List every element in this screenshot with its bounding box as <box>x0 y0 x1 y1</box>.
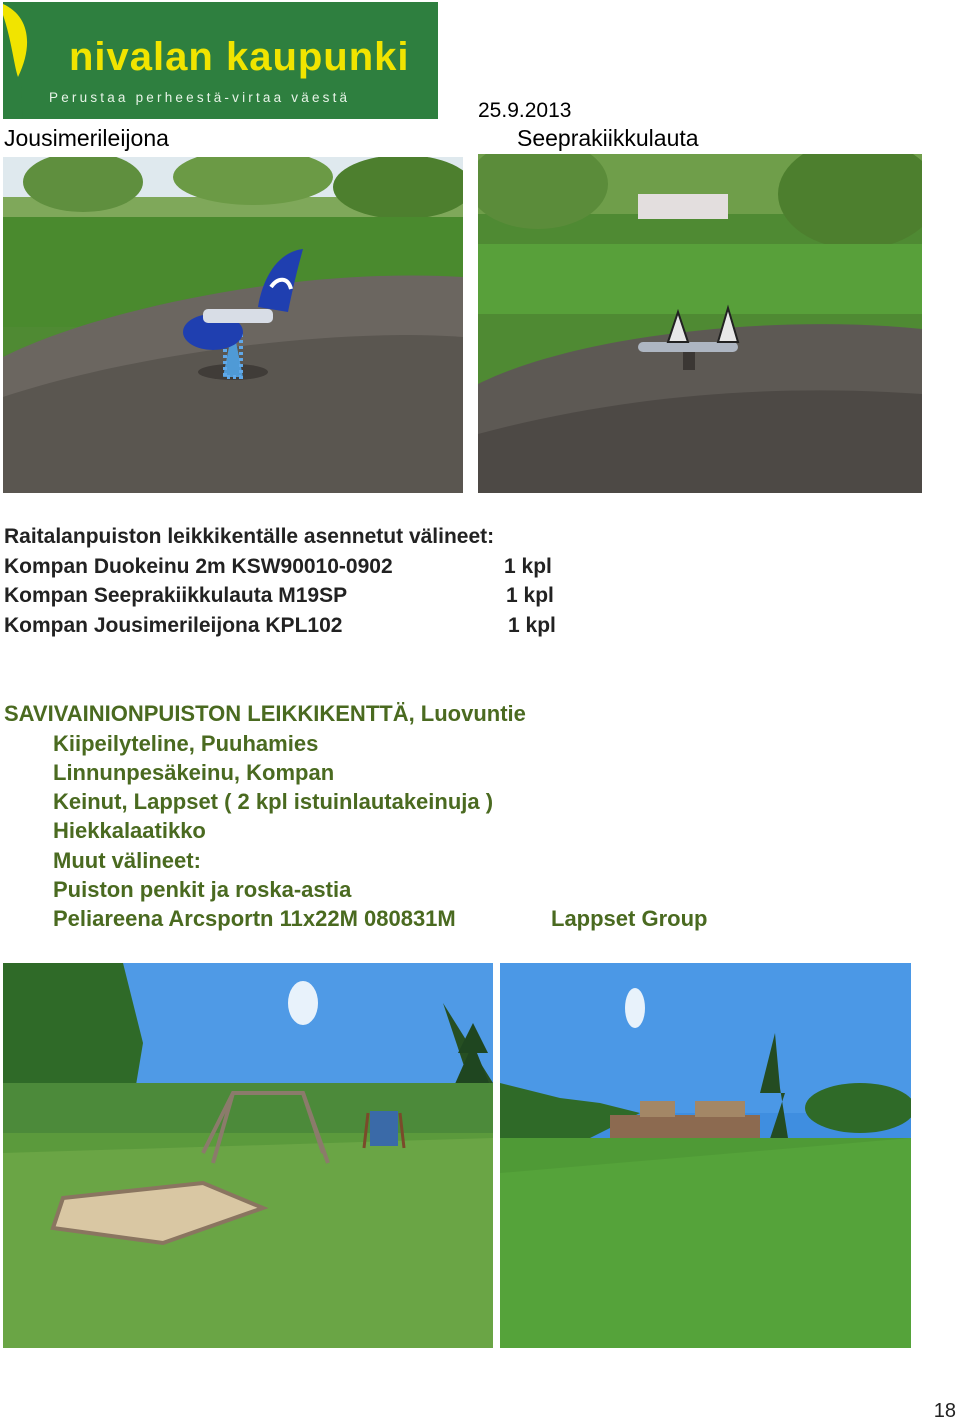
park-heading: SAVIVAINIONPUISTON LEIKKIKENTTÄ, Luovuntie <box>4 701 526 726</box>
city-logo <box>3 2 438 119</box>
logo-swoosh-icon <box>3 2 33 119</box>
park-item: Muut välineet: <box>53 848 201 873</box>
caption-left: Jousimerileijona <box>4 125 169 151</box>
logo-name: nivalan kaupunki <box>69 35 410 79</box>
playground-sandbox-photo <box>3 963 493 1348</box>
seesaw-photo <box>478 154 922 493</box>
logo-tagline: Perustaa perheestä-virtaa väestä <box>49 90 351 105</box>
park-item: Hiekkalaatikko <box>53 818 206 843</box>
document-date: 25.9.2013 <box>478 99 572 122</box>
equipment-name: Kompan Jousimerileijona KPL102 <box>4 614 343 637</box>
park-item: Kiipeilyteline, Puuhamies <box>53 731 319 756</box>
page-number: 18 <box>933 1400 956 1422</box>
park-item: Keinut, Lappset ( 2 kpl istuinlautakeinuja ) <box>53 789 494 814</box>
caption-right: Seeprakiikkulauta <box>517 125 699 151</box>
park-item: Peliareena Arcsportn 11x22M 080831M <box>53 906 456 931</box>
equipment-name: Kompan Seeprakiikkulauta M19SP <box>4 584 348 607</box>
park-lawn-photo <box>500 963 911 1348</box>
spring-rider-lion-photo <box>3 157 463 493</box>
equipment-heading: Raitalanpuiston leikkikentälle asennetut välineet: <box>4 525 495 548</box>
equipment-qty: 1 kpl <box>506 584 554 607</box>
park-item: Puiston penkit ja roska-astia <box>53 877 352 902</box>
equipment-name: Kompan Duokeinu 2m KSW90010-0902 <box>4 555 393 578</box>
park-item: Linnunpesäkeinu, Kompan <box>53 760 335 785</box>
park-item-vendor: Lappset Group <box>551 906 708 931</box>
equipment-qty: 1 kpl <box>504 555 552 578</box>
equipment-qty: 1 kpl <box>508 614 556 637</box>
